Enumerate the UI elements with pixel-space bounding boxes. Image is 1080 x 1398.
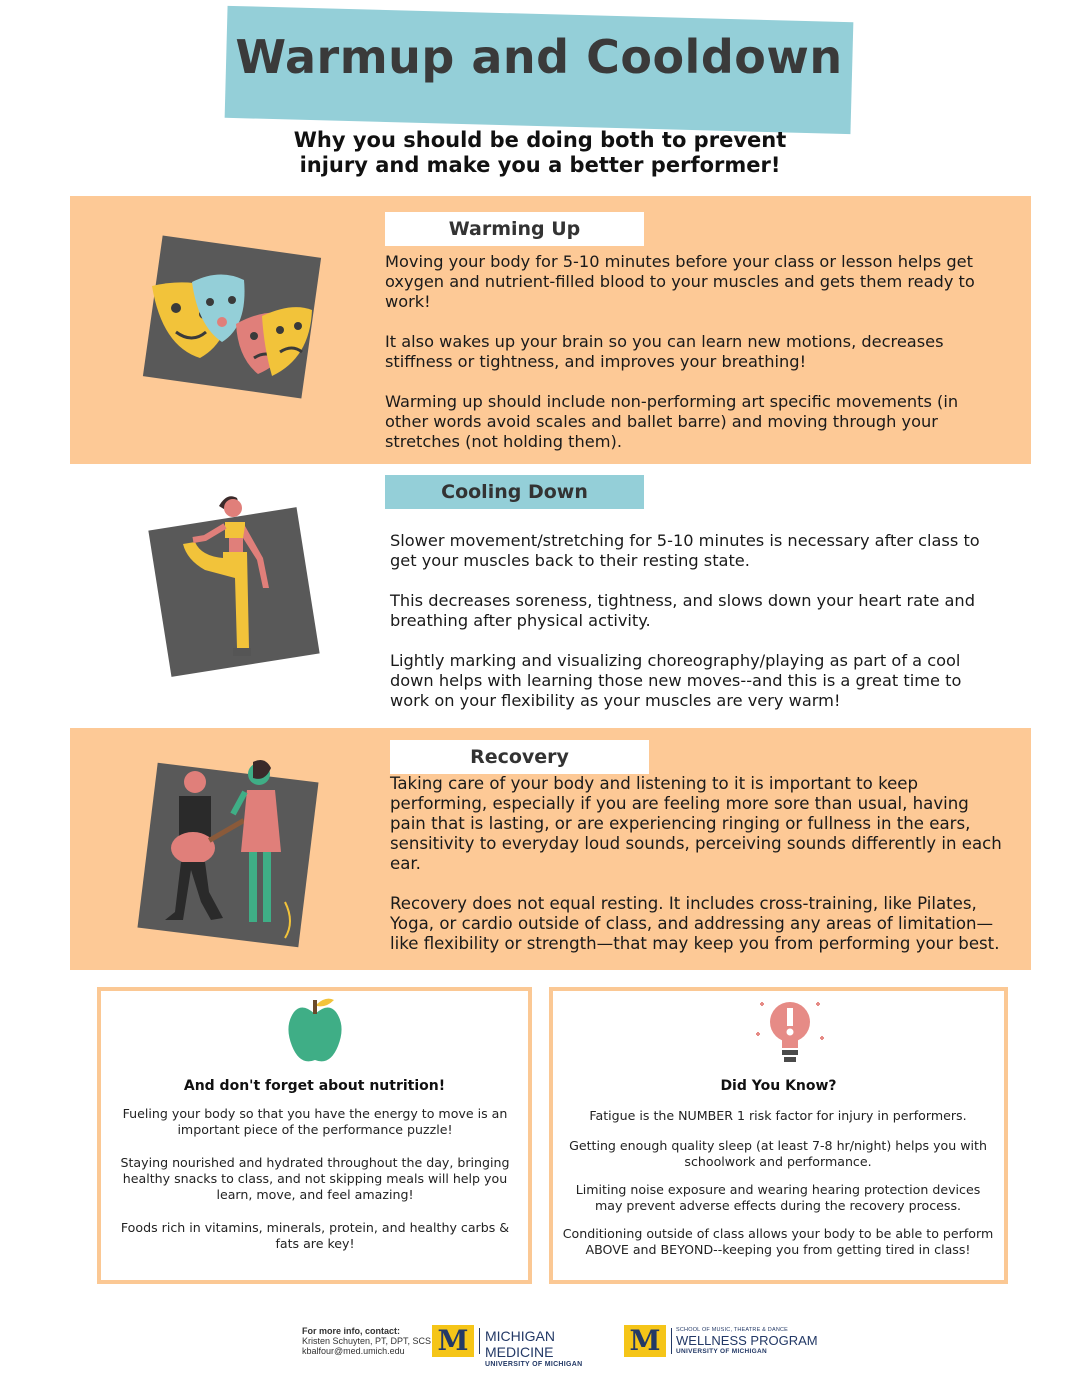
- subtitle-line-1: Why you should be doing both to prevent: [293, 128, 787, 152]
- did-you-know-paragraph: Limiting noise exposure and wearing hearing protection devices may prevent adverse effects during the recovery process.: [575, 1182, 981, 1213]
- recovery-label: Recovery: [390, 740, 649, 774]
- recovery-paragraph: Taking care of your body and listening to it is important to keep performing, especially if you are feeling more sore than usual, having pain that is lasting, or are experiencing ringing or fullness in the ears, sensitivity to everyday loud sounds, perceiving sounds differently in each ear.: [390, 774, 1002, 873]
- contact-name: Kristen Schuyten, PT, DPT, SCS: [302, 1336, 432, 1346]
- logo1-sub: UNIVERSITY OF MICHIGAN: [485, 1361, 583, 1368]
- nutrition-heading: And don't forget about nutrition!: [183, 1078, 446, 1094]
- lightbulb-exclamation-icon: [752, 994, 828, 1070]
- dancer-stretching-icon: [145, 488, 325, 678]
- did-you-know-paragraph: Conditioning outside of class allows your body to be able to perform ABOVE and BEYOND--keeping you from getting tired in class!: [562, 1226, 994, 1257]
- michigan-medicine-logo: [485, 1328, 625, 1369]
- page-title: Warmup and Cooldown: [235, 30, 843, 84]
- logo2-sub: UNIVERSITY OF MICHIGAN: [676, 1348, 767, 1355]
- page-subtitle: [240, 128, 840, 178]
- did-you-know-text: [562, 1108, 994, 1258]
- subtitle-line-2: injury and make you a better performer!: [299, 153, 781, 177]
- cooling-down-paragraph: This decreases soreness, tightness, and slows down your heart rate and breathing after physical activity.: [390, 591, 975, 630]
- warming-up-label: Warming Up: [385, 212, 644, 246]
- warming-up-text: [385, 252, 1000, 452]
- apple-icon: [282, 994, 348, 1070]
- recovery-paragraph: Recovery does not equal resting. It includes cross-training, like Pilates, Yoga, or cardio outside of class, and addressing any areas of limitation—like flexibility or strength—that may keep you from performing your best.: [390, 894, 1000, 953]
- michigan-m-logo: M: [432, 1325, 474, 1357]
- cooling-down-label: Cooling Down: [385, 475, 644, 509]
- warming-up-paragraph: Warming up should include non-performing art specific movements (in other words avoid scales and ballet barre) and moving through your stretches (not holding them).: [385, 392, 959, 451]
- contact-email: kbalfour@med.umich.edu: [302, 1346, 405, 1356]
- logo1-name: MICHIGAN MEDICINE: [485, 1328, 555, 1360]
- wellness-program-logo: [676, 1327, 826, 1356]
- logo2-top: SCHOOL OF MUSIC, THEATRE & DANCE: [676, 1327, 789, 1333]
- logo-divider: [479, 1328, 480, 1354]
- footer-contact: [302, 1326, 442, 1356]
- logo2-name: WELLNESS PROGRAM: [676, 1333, 818, 1348]
- did-you-know-paragraph: Fatigue is the NUMBER 1 risk factor for injury in performers.: [589, 1108, 967, 1123]
- recovery-text: [390, 774, 1005, 954]
- nutrition-text: [112, 1106, 518, 1252]
- logo-divider: [671, 1328, 672, 1354]
- nutrition-paragraph: Staying nourished and hydrated throughout the day, bringing healthy snacks to class, and not skipping meals will help you learn, move, and feel amazing!: [120, 1155, 510, 1202]
- michigan-m-logo: M: [624, 1325, 666, 1357]
- musicians-icon: [135, 752, 325, 952]
- warming-up-paragraph: It also wakes up your brain so you can learn new motions, decreases stiffness or tightness, and improves your breathing!: [385, 332, 944, 371]
- did-you-know-heading: Did You Know?: [720, 1078, 837, 1094]
- cooling-down-text: [390, 531, 1000, 711]
- nutrition-paragraph: Foods rich in vitamins, minerals, protein, and healthy carbs & fats are key!: [120, 1220, 510, 1251]
- cooling-down-paragraph: Slower movement/stretching for 5-10 minutes is necessary after class to get your muscles back to their resting state.: [390, 531, 980, 570]
- cooling-down-paragraph: Lightly marking and visualizing choreography/playing as part of a cool down helps with learning those new moves--and this is a great time to work on your flexibility as your muscles are very warm!: [390, 651, 962, 710]
- warming-up-paragraph: Moving your body for 5-10 minutes before your class or lesson helps get oxygen and nutrient-filled blood to your muscles and gets them ready to work!: [385, 252, 975, 311]
- did-you-know-paragraph: Getting enough quality sleep (at least 7-8 hr/night) helps you with schoolwork and performance.: [569, 1138, 987, 1169]
- contact-label: For more info, contact:: [302, 1326, 401, 1336]
- theater-masks-icon: [140, 228, 330, 408]
- nutrition-paragraph: Fueling your body so that you have the energy to move is an important piece of the performance puzzle!: [122, 1106, 508, 1137]
